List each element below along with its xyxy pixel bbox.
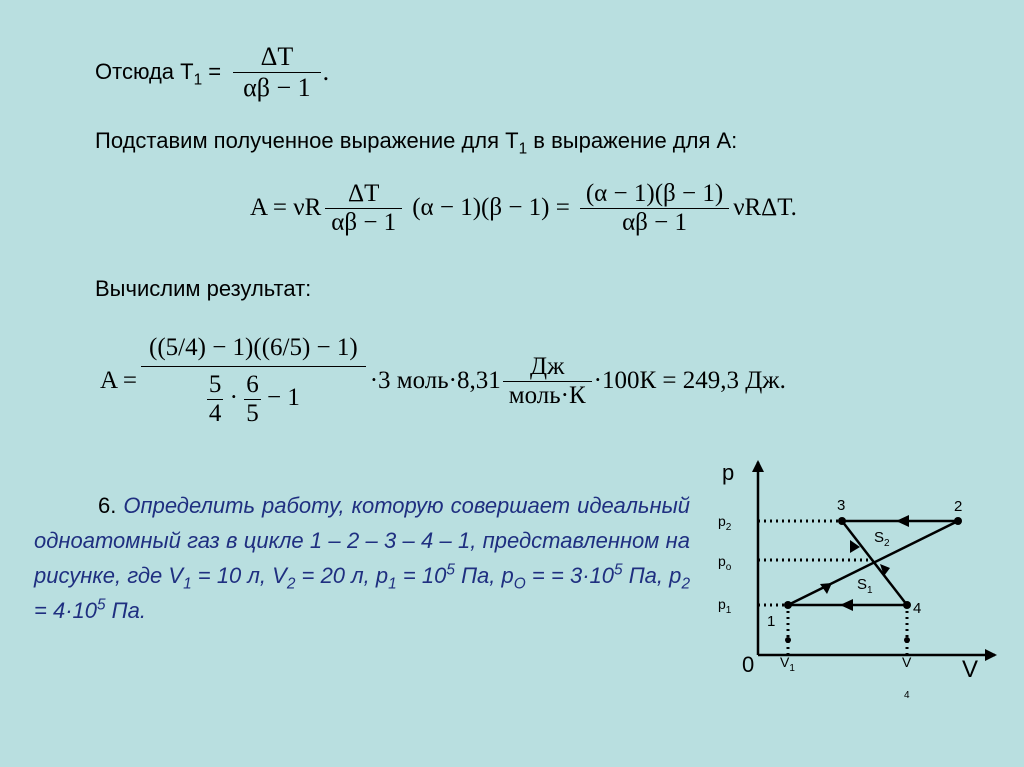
f3-main-frac xyxy=(141,334,366,428)
f2-frac1-den: αβ − 1 xyxy=(331,208,397,236)
f3-unit-den: моль·К xyxy=(508,381,586,409)
substitute-sub: 1 xyxy=(518,140,528,158)
s2-label: $S_2$ xyxy=(874,529,890,549)
po-label: $p_o$ xyxy=(718,553,732,573)
f3-den-b-num: 6 xyxy=(246,371,259,398)
t1-prefix: Отсюда T xyxy=(95,59,194,84)
point-2-label: 2 xyxy=(954,498,963,515)
f2-frac2-den: αβ − 1 xyxy=(622,208,687,236)
f3-mid: ·3 моль·8,31 xyxy=(369,367,501,394)
formula-work-general xyxy=(250,166,797,250)
f3-lhs: A = xyxy=(100,367,138,394)
substitute-text: Подставим полученное выражение для T xyxy=(95,128,519,153)
f3-num: ((5/4) − 1)((6/5) − 1) xyxy=(141,334,366,367)
problem-text-f: = = 3·10 xyxy=(525,563,614,588)
t1-end: . xyxy=(322,57,330,86)
f2-frac1 xyxy=(325,180,402,237)
point-4-label: 4 xyxy=(913,600,922,617)
f3-unit-frac xyxy=(503,353,592,410)
problem-6 xyxy=(34,488,690,628)
f3-den-a-num: 5 xyxy=(208,371,222,398)
po-sub: O xyxy=(513,575,526,593)
p2-sub: 2 xyxy=(681,575,690,593)
f3-den xyxy=(141,367,366,428)
p1-exp: 5 xyxy=(446,561,455,579)
axis-v-label: V xyxy=(962,656,979,683)
v1-sub: 1 xyxy=(183,575,192,593)
origin-label: 0 xyxy=(742,652,755,677)
p1-sub: 1 xyxy=(388,575,397,593)
v1-label: $V_1$ xyxy=(780,654,795,674)
f3-den-a-den: 4 xyxy=(208,400,222,427)
cycle-edges xyxy=(788,521,958,605)
problem-text-b: = 10 л, V xyxy=(191,563,287,588)
f3-den-frac-a xyxy=(207,371,224,428)
p2-label: $p_2$ xyxy=(718,513,732,533)
problem-text-h: = 4·10 xyxy=(34,598,97,623)
point-3-label: 3 xyxy=(837,497,846,514)
f2-mid: (α − 1)(β − 1) = xyxy=(412,194,570,221)
cycle-points xyxy=(784,517,962,643)
f2-frac2 xyxy=(580,180,729,237)
p2-exp: 5 xyxy=(97,596,106,614)
f3-den-end: − 1 xyxy=(266,384,300,412)
v4-sub-label: 4 xyxy=(904,690,910,701)
problem-text-d: = 10 xyxy=(396,563,447,588)
problem-number: 6. xyxy=(98,493,117,518)
problem-text-c: = 20 л, p xyxy=(295,563,389,588)
problem-text-a: Определить работу, которую совершает идеальный одноатомный газ в цикле 1 – 2 – 3 – 4 – 1, представленном на рисунке, где V xyxy=(34,493,690,588)
t1-eq: = xyxy=(208,59,222,84)
t1-den: αβ − 1 xyxy=(243,72,311,102)
point-1-label: 1 xyxy=(767,613,776,630)
problem-text-e: Па, p xyxy=(454,563,514,588)
t1-fraction xyxy=(233,42,321,103)
f2-frac1-num: ΔT xyxy=(325,180,402,209)
s1-label: $S_1$ xyxy=(857,576,873,596)
t1-sub: 1 xyxy=(193,71,203,89)
t1-num: ΔT xyxy=(233,42,321,73)
f3-unit-num: Дж xyxy=(503,353,592,382)
line-t1 xyxy=(95,34,329,110)
axis-p-label: p xyxy=(722,460,735,485)
problem-text-i: Па. xyxy=(105,598,146,623)
f3-den-b-den: 5 xyxy=(246,400,259,427)
f2-frac2-num: (α − 1)(β − 1) xyxy=(580,180,729,209)
problem-text-g: Па, p xyxy=(622,563,682,588)
f3-den-frac-b xyxy=(244,371,261,428)
formula-work-numeric xyxy=(100,316,786,446)
line-substitute xyxy=(95,128,738,158)
v4-label: V xyxy=(902,654,912,670)
p1-label: $p_1$ xyxy=(718,596,732,616)
line-calculate: Вычислим результат: xyxy=(95,276,312,301)
f3-end: ·100К = 249,3 Дж. xyxy=(593,367,786,394)
f2-end: νRΔT. xyxy=(733,194,797,221)
po-exp: 5 xyxy=(614,561,623,579)
pv-diagram xyxy=(700,450,1010,710)
substitute-rest: в выражение для А: xyxy=(527,128,738,153)
cycle-arrows xyxy=(820,515,909,611)
v2-sub: 2 xyxy=(286,575,296,593)
f3-den-dot: · xyxy=(229,384,238,412)
f2-lhs: A = νR xyxy=(250,194,322,221)
